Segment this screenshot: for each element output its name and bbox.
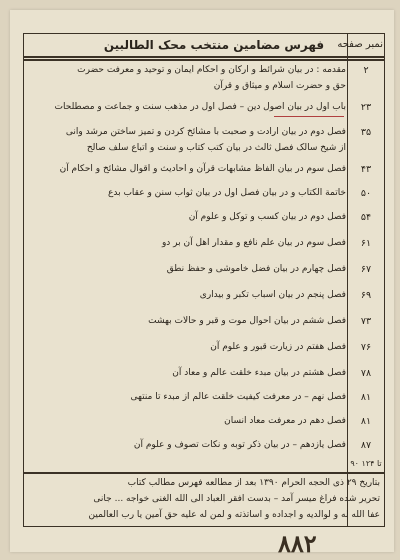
- entry-page-number: ۲: [363, 65, 369, 76]
- manuscript-page: [10, 10, 394, 558]
- entry-text: فصل دهم در معرفت معاد انسان: [224, 416, 346, 426]
- colophon-line: عفا الله له و لوالدیه و اجداده و اساتذته و لمن له علیه حق آمین یا رب العالمین: [88, 510, 380, 520]
- entry-text: فصل یازدهم – در بیان ذکر توبه و نکات تصوف و علوم آن: [133, 440, 346, 450]
- colophon-line: بتاریخ ۲۹ ذی الحجه الحرام ۱۳۹۰ بعد از مطالعه فهرس مطالب کتاب: [127, 478, 380, 488]
- header-divider: [24, 56, 384, 58]
- entry-text: فصل هشتم در بیان مبدء خلقت عالم و معاد آن: [172, 368, 346, 378]
- entry-page-number: ۶۷: [360, 264, 372, 275]
- entry-text: از شیخ سالک فصل ثالث در بیان کتب کتاب و سنت و اتباع سلف صالح: [86, 143, 346, 153]
- entry-text: فصل نهم – در معرفت کیفیت خلقت عالم از مبدء تا منتهی: [130, 392, 346, 402]
- entry-text: باب اول در بیان اصول دین – فصل اول در مذهب سنت و جماعت و مصطلحات: [54, 102, 346, 112]
- entry-page-number: ۸۱: [360, 392, 372, 403]
- entry-text: فصل ششم در بیان احوال موت و قبر و حالات بهشت: [148, 316, 346, 326]
- entry-text: فصل چهارم در بیان فضل خاموشی و حفظ نطق: [166, 264, 346, 274]
- entry-page-number: ۶۱: [360, 238, 372, 249]
- entry-page-number: ۲۳: [360, 102, 372, 113]
- page-number: ۸۸۲: [278, 529, 317, 558]
- entry-page-number: ۷۳: [360, 316, 372, 327]
- header-divider-2: [24, 59, 384, 61]
- entry-text: فصل سوم در بیان علم نافع و مقدار اهل آن بر دو: [161, 238, 346, 248]
- table-frame: [23, 33, 385, 527]
- entry-page-number: ۸۷: [360, 440, 372, 451]
- entry-page-number: ۴۳: [360, 164, 372, 175]
- entry-page-number: ۳۵: [360, 127, 372, 138]
- page-column-label: نمبر صفحه: [337, 39, 383, 50]
- table-title: فهرس مضامین منتخب محک الطالبین: [103, 38, 325, 52]
- entry-text: فصل سوم در بیان الفاظ مشابهات قرآن و احادیث و اقوال مشائخ و احکام آن: [59, 164, 346, 174]
- entry-page-number: ۶۹: [360, 290, 372, 301]
- underline-mark: [274, 116, 344, 117]
- entry-text: حق و حضرت اسلام و میثاق و قرآن: [213, 81, 346, 91]
- entry-page-number: ۵۴: [360, 212, 372, 223]
- colophon-line: تحریر شده فراغ میسر آمد – بدست افقر العباد الی الله الغنی خواجه ... جانی: [93, 494, 380, 504]
- entry-text: فصل دوم در بیان کسب و توکل و علوم آن: [188, 212, 346, 222]
- entry-page-number: ۹۰ تا ۱۲۴: [350, 459, 382, 468]
- entry-page-number: ۵۰: [360, 188, 372, 199]
- colophon-divider: [24, 472, 384, 474]
- entry-text: فصل دوم در بیان ارادت و صحبت با مشائخ کردن و تمیز ساختن مرشد وانی: [65, 127, 346, 137]
- entry-text: خاتمة الکتاب و در بیان فصل اول در بیان ثواب سنن و عقاب بدع: [108, 188, 346, 198]
- entry-page-number: ۷۶: [360, 342, 372, 353]
- entry-text: فصل هفتم در زیارت قبور و علوم آن: [210, 342, 346, 352]
- entry-page-number: ۸۱: [360, 416, 372, 427]
- entry-text: مقدمه : در بیان شرائط و ارکان و احکام ایمان و توحید و معرفت حضرت: [77, 65, 346, 75]
- entry-page-number: ۷۸: [360, 368, 372, 379]
- entry-text: فصل پنجم در بیان اسباب تکبر و بیداری: [199, 290, 346, 300]
